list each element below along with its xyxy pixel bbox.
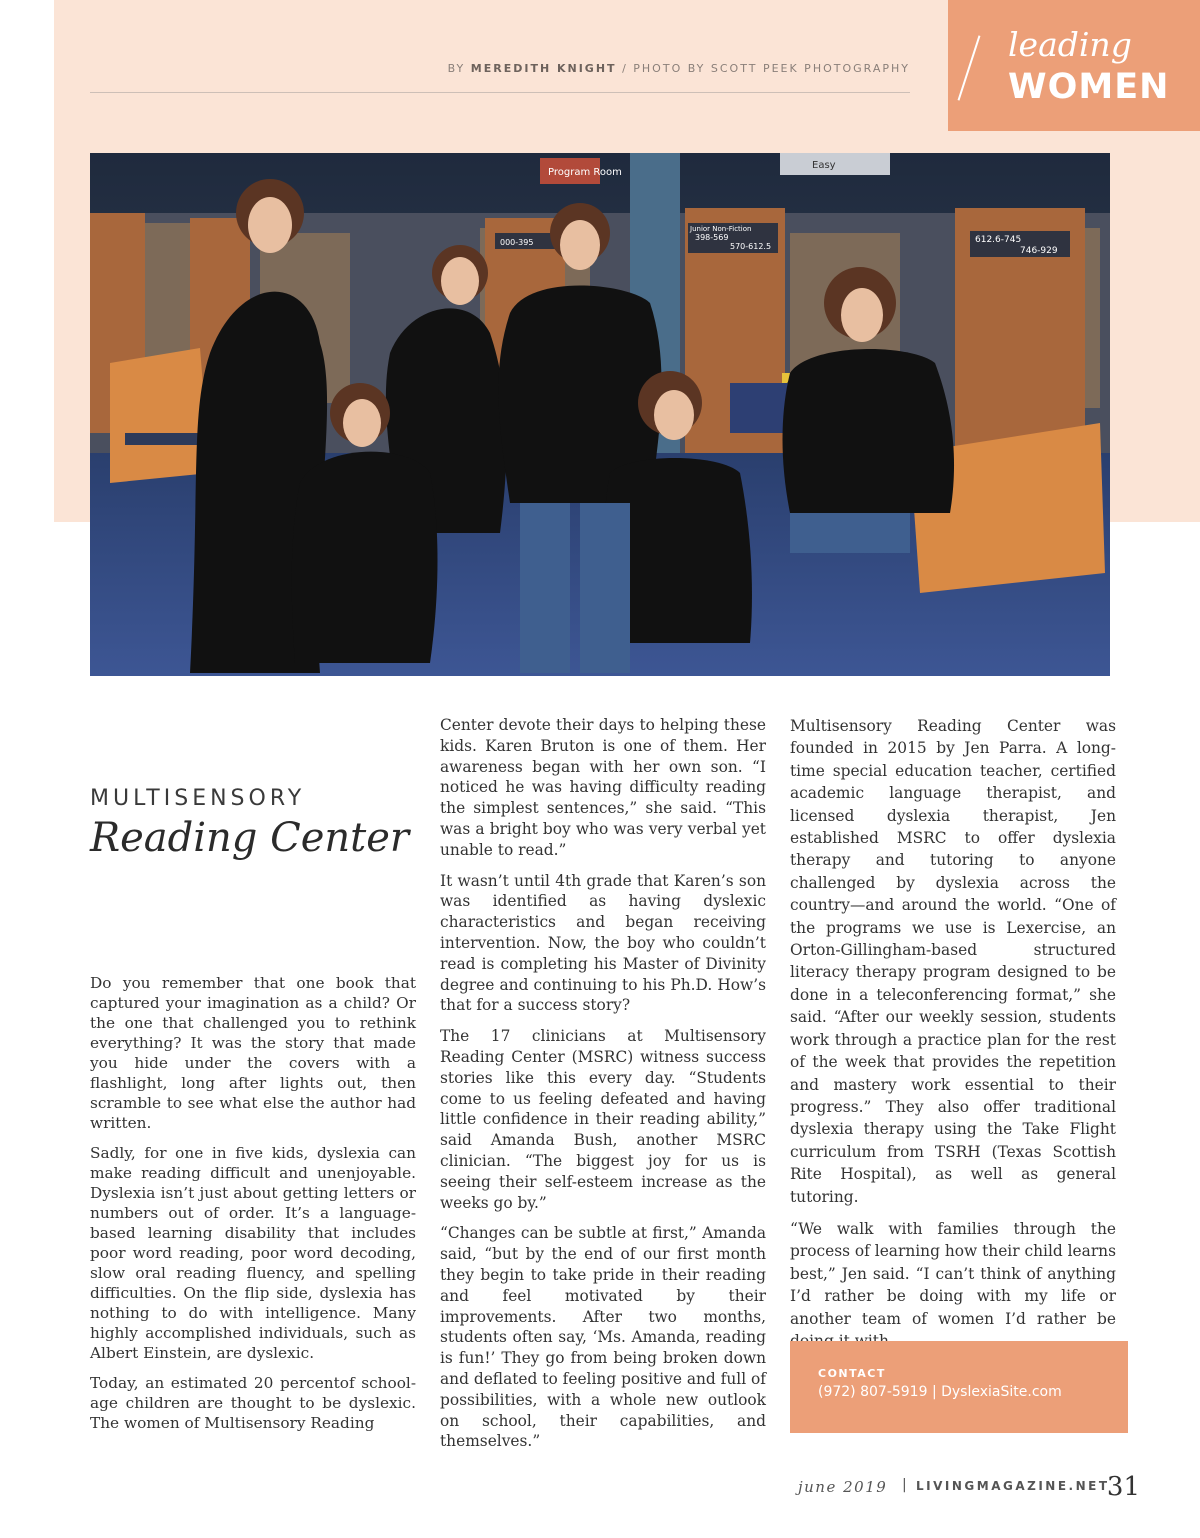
group-photo bbox=[90, 153, 1110, 676]
paragraph: Sadly, for one in five kids, dyslexia can make reading difficult and unenjoyable. Dyslexia isn’t just about getting letters or numbers out of order. It’s a language-based learning disability that includes poor word reading, poor word decoding, slow oral reading fluency, and spelling difficulties. On the flip side, dyslexia has nothing to do with intelligence. Many highly accomplished individuals, such as Albert Einstein, are dyslexic. bbox=[90, 1144, 416, 1362]
by-prefix: BY bbox=[447, 62, 466, 75]
page-footer bbox=[798, 1472, 1142, 1502]
section-tag-big: WOMEN bbox=[1008, 67, 1170, 107]
paragraph: Multisensory Reading Center was founded in 2015 by Jen Parra. A long-time special education teacher, certified academic language therapist, and licensed dyslexia therapist, Jen established MSRC to offer dyslexia therapy and tutoring to anyone challenged by dyslexia across the country—and around the world. “One of the programs we use is Lexercise, an Orton-Gillingham-based structured literacy therapy program designed to be done in a teleconferencing format,” she said. “After our weekly session, students work through a practice plan for the rest of the week that provides the repetition and mastery work essential to their progress.” They also offer traditional dyslexia therapy using the Take Flight curriculum from TSRH (Texas Scottish Rite Hospital), as well as general tutoring. bbox=[790, 717, 1116, 1206]
article-column-3 bbox=[790, 715, 1116, 1362]
section-tag-small: leading bbox=[1008, 25, 1132, 64]
article-column-1 bbox=[90, 973, 416, 1443]
tag-slash-icon bbox=[958, 35, 981, 100]
article-title: Reading Center bbox=[90, 815, 410, 861]
sign-easy: Easy bbox=[812, 160, 836, 171]
group-photo-illustration bbox=[90, 153, 1110, 676]
section-tag bbox=[948, 0, 1200, 131]
sign-range-b: 570-612.5 bbox=[730, 242, 772, 251]
magazine-website: LIVINGMAGAZINE.NET bbox=[916, 1479, 1110, 1493]
paragraph: Center devote their days to helping these kids. Karen Bruton is one of them. Her awareness began with her own son. “I noticed he was having difficulty reading the simplest sentences,” she said. “This was a bright boy who was very verbal yet unable to read.” bbox=[440, 716, 766, 859]
author-name: MEREDITH KNIGHT bbox=[470, 62, 617, 75]
byline-rule bbox=[90, 92, 910, 93]
paragraph: “We walk with families through the process of learning how their child learns best,” Jen said. “I can’t think of anything I’d rather be doing with my life or another team of women I’d rather be bbox=[790, 1219, 1116, 1328]
paragraph: The 17 clinicians at Multisensory Reading Center (MSRC) witness success stories like this every day. “Students come to us feeling defeated and having little confidence in their reading ability,” said Amanda Bush, another MSRC clinician. “The biggest joy for us is seeing their self-esteem increase as the weeks go by.” bbox=[440, 1027, 766, 1212]
sign-junior-nonfiction: Junior Non-Fiction bbox=[690, 225, 752, 233]
sign-range-a: 398-569 bbox=[695, 233, 729, 242]
sign-range-d: 746-929 bbox=[1020, 246, 1058, 256]
issue-date: june 2019 bbox=[798, 1478, 888, 1496]
article-column-2 bbox=[440, 715, 766, 1462]
paragraph: Do you remember that one book that captured your imagination as a child? Or the one that challenged you to rethink everything? It was the story that made you hide under the covers with a flashlight, long after lights out, then scramble to see what else the author had written. bbox=[90, 974, 416, 1132]
paragraph: Today, an estimated 20 percentof school-age children are thought to be dyslexic. The women of Multisensory Reading bbox=[90, 1374, 416, 1432]
contact-info: (972) 807-5919 | DyslexiaSite.com bbox=[818, 1384, 1062, 1400]
sign-range-c: 612.6-745 bbox=[975, 235, 1022, 245]
article-headline bbox=[90, 786, 420, 861]
sign-program-room: Program Room bbox=[548, 167, 622, 178]
paragraph: It wasn’t until 4th grade that Karen’s son was identified as having dyslexic characteristics and began receiving intervention. Now, the boy who couldn’t read is completing his Master of Divinity degree and continuing to his Ph.D. How’s that for a success story? bbox=[440, 871, 766, 1015]
footer-separator: | bbox=[902, 1477, 907, 1493]
photo-credit: PHOTO BY SCOTT PEEK PHOTOGRAPHY bbox=[633, 62, 910, 75]
byline-divider: / bbox=[622, 62, 628, 75]
contact-box bbox=[790, 1341, 1128, 1433]
paragraph: “Changes can be subtle at first,” Amanda said, “but by the end of our first month they begin to take pride in their reading and feel motivated by their improvements. After two months, students often say, ‘Ms. Amanda, reading is fun!’ They go from being broken down and deflated to feeling positive and full of possibilities, with a whole new outlook on school, their capabilities, and themselves.” bbox=[440, 1224, 766, 1451]
article-kicker: MULTISENSORY bbox=[90, 786, 306, 811]
page-number: 31 bbox=[1106, 1472, 1140, 1502]
sign-range-e: 000-395 bbox=[500, 238, 534, 247]
contact-label: CONTACT bbox=[818, 1367, 886, 1380]
byline bbox=[90, 62, 910, 75]
